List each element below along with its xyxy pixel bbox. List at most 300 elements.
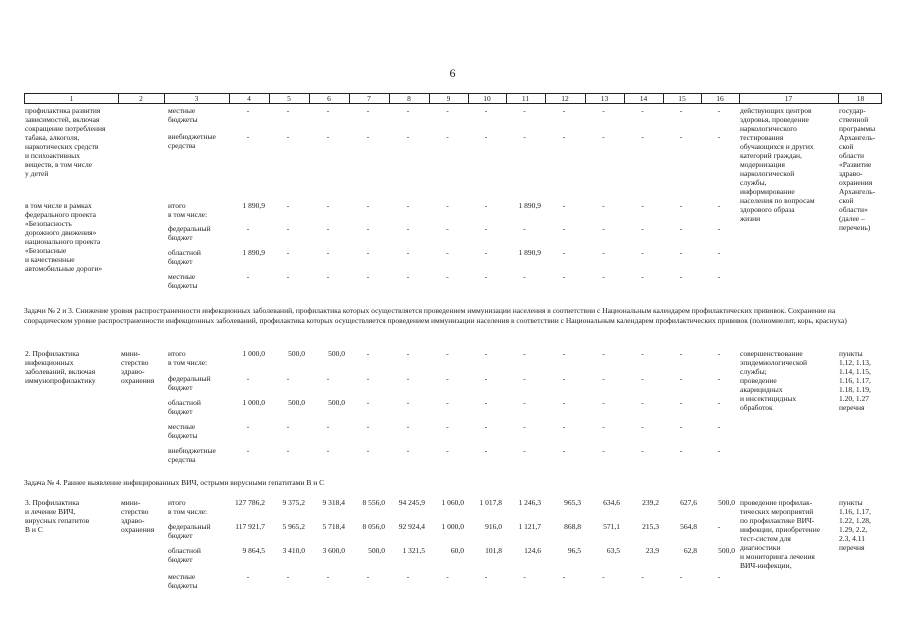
activity-description: эпидемиологической [740,358,808,367]
column-header: 10 [483,94,491,103]
reference-text: 1.18, 1.19, [839,385,871,394]
reference-text: пункты [839,498,863,507]
value-dash: - [641,201,644,210]
value-dash: - [641,374,644,383]
budget-source: внебюджетные [168,446,216,455]
program-item-text: сокращение потребления [25,124,106,133]
value-dash: - [326,422,330,431]
reference-text: Архангель- [839,133,876,142]
column-header: 5 [287,94,291,103]
reference-text: (далее – [839,214,865,223]
column-header: 3 [194,94,199,103]
budget-source: в том числе: [168,358,208,367]
value-cell: 63,5 [606,546,620,555]
value-cell: 500,0 [288,349,305,358]
value-cell: 1 060,0 [441,498,464,507]
column-header: 1 [69,94,74,103]
value-cell: 1 321,5 [402,546,425,555]
reference-text: перечня [839,403,865,412]
value-dash: - [562,106,566,115]
value-dash: - [523,422,526,431]
budget-source: средства [168,455,196,464]
value-dash: - [641,398,644,407]
reference-text: ственной [839,115,869,124]
activity-description: тических мероприятий [740,507,814,516]
value-dash: - [717,446,721,455]
budget-source: местные [168,272,196,281]
activity-description: по профилактике ВИЧ- [740,516,815,525]
value-cell: 117 921,7 [235,522,265,531]
value-cell: 60,0 [450,546,464,555]
value-dash: - [366,106,370,115]
activity-description: акарицидных [740,385,783,394]
reference-text: «Развитие [839,160,872,169]
value-dash: - [326,201,330,210]
value-dash: - [484,349,488,358]
value-dash: - [641,272,644,281]
program-item-text: и лечение ВИЧ, [25,507,76,516]
activity-description: здорового образа [740,205,795,214]
column-header: 17 [784,94,793,103]
reference-text: перечень) [839,223,871,232]
program-item-text: федерального проекта [25,210,96,219]
value-dash: - [679,446,683,455]
column-header: 8 [407,94,411,103]
value-dash: - [602,349,605,358]
reference-text: 1.22, 1.28, [839,516,871,525]
value-dash: - [641,224,644,233]
activity-description: здоровья, проведение [740,115,809,124]
program-item-text: и психоактивных [25,151,80,160]
value-dash: - [717,132,721,141]
value-dash: - [679,106,683,115]
value-dash: - [484,272,488,281]
value-dash: - [286,272,290,281]
value-dash: - [366,349,370,358]
column-header: 7 [367,94,371,103]
value-dash: - [717,272,721,281]
value-cell: 101,8 [485,546,502,555]
program-item-text: зависимостей, включая [25,115,100,124]
budget-source: бюджет [168,407,193,416]
reference-text: перечня [839,543,865,552]
value-cell: 5 965,2 [282,522,305,531]
value-dash: - [446,248,449,257]
value-dash: - [602,106,605,115]
value-dash: - [679,248,683,257]
value-cell: 1 890,9 [518,248,541,257]
value-dash: - [679,224,683,233]
value-dash: - [641,572,644,581]
value-dash: - [641,349,644,358]
value-dash: - [679,398,683,407]
value-cell: 239,2 [642,498,659,507]
value-cell: 127 786,2 [235,498,265,507]
value-dash: - [602,398,605,407]
value-dash: - [717,572,721,581]
budget-source: областной [168,248,201,257]
value-dash: - [641,132,644,141]
value-dash: - [562,398,566,407]
budget-source: бюджет [168,531,193,540]
executor-text: охранения [121,376,155,385]
value-dash: - [246,224,250,233]
activity-description: наркологического [740,124,797,133]
reference-text: программы [839,124,876,133]
program-item-text: наркотических средств [25,142,99,151]
value-dash: - [286,201,290,210]
value-dash: - [326,248,330,257]
task-heading: Задачи № 2 и 3. Снижение уровня распространенности инфекционных заболеваний, профилактика которых осуществляется проведением иммунизации населения в соответствии с Национальным календарем профилактических прививок. Сохранение на спорадическом уровне распространенности инфекционных заболеваний, профилактика которых осуществляется проведением иммунизации населения в соответствии с Национальным календарем профилактических прививок (полиомиелит, корь, краснуха) [24,306,847,325]
value-dash: - [562,446,566,455]
value-cell: 1 890,9 [242,201,265,210]
value-dash: - [446,422,449,431]
column-header: 18 [856,94,865,103]
value-cell: 62,8 [683,546,697,555]
activity-description: населения по вопросам [740,196,815,205]
activity-description: тестирования [740,133,784,142]
value-cell: 1 890,9 [518,201,541,210]
column-header: 15 [678,94,686,103]
value-dash: - [679,201,683,210]
program-item-text: у детей [25,169,49,178]
value-dash: - [286,374,290,383]
activity-description: тест-систем для [740,534,791,543]
value-dash: - [326,374,330,383]
executor-text: стерство [121,507,149,516]
value-cell: 92 924,4 [398,522,425,531]
value-dash: - [366,201,370,210]
value-dash: - [523,224,526,233]
value-dash: - [326,106,330,115]
value-dash: - [286,446,290,455]
value-dash: - [562,248,566,257]
value-dash: - [717,349,721,358]
program-item-text: автомобильные дороги» [25,264,103,273]
value-dash: - [366,446,370,455]
column-header: 9 [446,94,451,103]
value-dash: - [484,422,488,431]
value-cell: 916,0 [485,522,502,531]
reference-text: охранения [839,178,873,187]
task-heading: Задача № 4. Раннее выявление инфицированных ВИЧ, острыми вирусными гепатитами В и С [24,478,325,487]
value-dash: - [406,446,410,455]
executor-text: мини- [121,349,141,358]
value-dash: - [246,446,250,455]
value-dash: - [717,248,721,257]
value-dash: - [562,572,566,581]
value-dash: - [406,248,410,257]
reference-text: пункты [839,349,863,358]
activity-description: службы; [740,367,767,376]
value-dash: - [366,398,370,407]
page-number: 6 [449,66,456,80]
value-dash: - [523,446,526,455]
column-header: 14 [639,94,648,103]
value-cell: 96,5 [567,546,581,555]
value-dash: - [366,374,370,383]
executor-text: мини- [121,498,141,507]
value-dash: - [246,132,250,141]
value-dash: - [406,422,410,431]
value-cell: 500,0 [368,546,385,555]
budget-source: внебюджетные [168,132,216,141]
value-dash: - [246,422,250,431]
program-item-text: и качественные [25,255,75,264]
value-dash: - [523,398,526,407]
value-cell: 1 000,0 [242,349,265,358]
value-dash: - [446,201,449,210]
value-cell: 868,8 [564,522,581,531]
activity-description: проведение [740,376,777,385]
value-dash: - [679,272,683,281]
value-dash: - [286,132,290,141]
column-header: 4 [247,94,251,103]
reference-text: области» [839,205,868,214]
value-dash: - [446,446,449,455]
value-dash: - [602,422,605,431]
reference-text: здраво- [839,169,863,178]
value-dash: - [286,248,290,257]
reference-text: 2.3, 4.11 [839,534,865,543]
reference-text: 1.16, 1.17, [839,376,871,385]
value-dash: - [326,572,330,581]
reference-text: ской [839,196,854,205]
value-cell: 965,3 [564,498,581,507]
value-dash: - [717,201,721,210]
program-item-text: в том числе в рамках [25,201,92,210]
value-dash: - [406,349,410,358]
reference-text: 1.14, 1.15, [839,367,871,376]
value-dash: - [246,106,250,115]
column-header: 6 [327,94,331,103]
value-dash: - [484,201,488,210]
budget-source: федеральный [168,224,211,233]
column-header-row [24,93,882,104]
budget-source: местные [168,106,196,115]
value-dash: - [484,446,488,455]
value-dash: - [286,224,290,233]
budget-source: бюджеты [168,431,198,440]
program-item-text: табака, алкоголя, [25,133,80,142]
activity-description: жизни [740,214,761,223]
value-cell: 634,6 [603,498,620,507]
reference-text: 1.29, 2.2, [839,525,868,534]
value-dash: - [366,272,370,281]
program-item-text: дорожного движения» [25,228,97,237]
value-cell: 1 246,3 [518,498,541,507]
program-item-text: национального проекта [25,237,101,246]
budget-source: в том числе: [168,507,208,516]
value-dash: - [286,422,290,431]
value-cell: 215,3 [642,522,659,531]
budget-source: областной [168,398,201,407]
value-dash: - [679,422,683,431]
budget-source: бюджеты [168,581,198,590]
activity-description: и мониторинга лечения [740,552,815,561]
executor-text: здраво- [121,516,145,525]
value-dash: - [366,132,370,141]
value-cell: 23,9 [645,546,659,555]
executor-text: стерство [121,358,149,367]
value-dash: - [523,572,526,581]
budget-source: федеральный [168,374,211,383]
value-dash: - [406,272,410,281]
value-dash: - [446,106,449,115]
value-dash: - [717,522,721,531]
program-item-text: вирусных гепатитов [25,516,90,525]
budget-source: итого [168,349,186,358]
value-dash: - [679,132,683,141]
value-dash: - [602,446,605,455]
budget-source: местные [168,572,196,581]
value-cell: 8 056,0 [362,522,385,531]
column-header: 13 [600,94,609,103]
activity-description: инфекции, приобретение [740,525,821,534]
value-dash: - [246,272,250,281]
value-dash: - [641,422,644,431]
budget-source: в том числе: [168,210,208,219]
value-dash: - [406,398,410,407]
value-dash: - [562,224,566,233]
program-item-text: веществ, в том числе [25,160,93,169]
value-dash: - [602,132,605,141]
value-dash: - [484,248,488,257]
activity-description: диагностики [740,543,781,552]
value-cell: 9 375,2 [282,498,305,507]
budget-source: областной [168,546,201,555]
value-dash: - [679,374,683,383]
value-dash: - [406,572,410,581]
value-cell: 8 556,0 [362,498,385,507]
value-cell: 571,1 [603,522,620,531]
activity-description: модернизация [740,160,785,169]
value-dash: - [446,374,449,383]
value-dash: - [602,374,605,383]
activity-description: категорий граждан, [740,151,802,160]
value-dash: - [641,446,644,455]
program-item-text: иммунопрофилактику [25,376,96,385]
value-dash: - [326,224,330,233]
budget-source: бюджеты [168,115,198,124]
value-dash: - [523,106,526,115]
activity-description: информирование [740,187,795,196]
value-dash: - [484,374,488,383]
value-dash: - [446,572,449,581]
value-cell: 1 890,9 [242,248,265,257]
program-item-text: 3. Профилактика [25,498,80,507]
value-dash: - [679,572,683,581]
budget-source: бюджет [168,257,193,266]
activity-description: обучающихся и других [740,142,814,151]
value-dash: - [484,132,488,141]
value-dash: - [717,398,721,407]
value-cell: 500,0 [328,349,345,358]
value-dash: - [406,201,410,210]
value-dash: - [641,248,644,257]
value-dash: - [602,201,605,210]
program-item-text: В и С [25,525,43,534]
value-dash: - [562,201,566,210]
value-cell: 500,0 [718,546,735,555]
value-dash: - [326,272,330,281]
reference-text: ской [839,142,854,151]
value-dash: - [446,272,449,281]
value-dash: - [484,398,488,407]
budget-source: средства [168,141,196,150]
value-dash: - [562,374,566,383]
value-dash: - [602,224,605,233]
value-dash: - [523,349,526,358]
budget-source: бюджет [168,555,193,564]
activity-description: наркологической [740,169,795,178]
value-dash: - [562,349,566,358]
value-dash: - [484,106,488,115]
activity-description: и инсектицидных [740,394,797,403]
reference-text: области [839,151,865,160]
value-cell: 500,0 [718,498,735,507]
value-dash: - [523,272,526,281]
value-dash: - [562,422,566,431]
activity-description: службы, [740,178,767,187]
value-cell: 124,6 [524,546,541,555]
value-dash: - [484,224,488,233]
value-dash: - [366,572,370,581]
value-cell: 3 600,0 [322,546,345,555]
value-dash: - [406,374,410,383]
column-header: 2 [139,94,143,103]
program-item-text: «Безопасность [25,219,72,228]
activity-description: обработок [740,403,773,412]
value-cell: 3 410,0 [282,546,305,555]
program-item-text: заболеваний, включая [25,367,96,376]
column-header: 12 [561,94,569,103]
reference-text: 1.16, 1.17, [839,507,871,516]
budget-source: местные [168,422,196,431]
value-dash: - [562,272,566,281]
budget-source: итого [168,201,186,210]
value-cell: 500,0 [288,398,305,407]
value-dash: - [446,398,449,407]
value-dash: - [446,132,449,141]
budget-source: итого [168,498,186,507]
value-cell: 1 121,7 [518,522,541,531]
program-item-text: профилактика развития [25,106,101,115]
activity-description: действующих центров [740,106,812,115]
value-dash: - [366,224,370,233]
value-dash: - [602,572,605,581]
value-dash: - [717,224,721,233]
value-cell: 500,0 [328,398,345,407]
reference-text: государ- [839,106,866,115]
budget-source: бюджет [168,233,193,242]
value-cell: 1 000,0 [242,398,265,407]
value-dash: - [286,572,290,581]
reference-text: Архангель- [839,187,876,196]
value-cell: 627,6 [680,498,697,507]
value-cell: 5 718,4 [322,522,345,531]
value-dash: - [717,374,721,383]
value-dash: - [602,248,605,257]
program-item-text: инфекционных [25,358,74,367]
activity-description: ВИЧ-инфекции, [740,561,792,570]
value-cell: 94 245,9 [398,498,425,507]
value-dash: - [366,422,370,431]
value-dash: - [446,349,449,358]
reference-text: 1.12, 1.13, [839,358,871,367]
value-dash: - [523,374,526,383]
value-cell: 1 017,8 [479,498,502,507]
